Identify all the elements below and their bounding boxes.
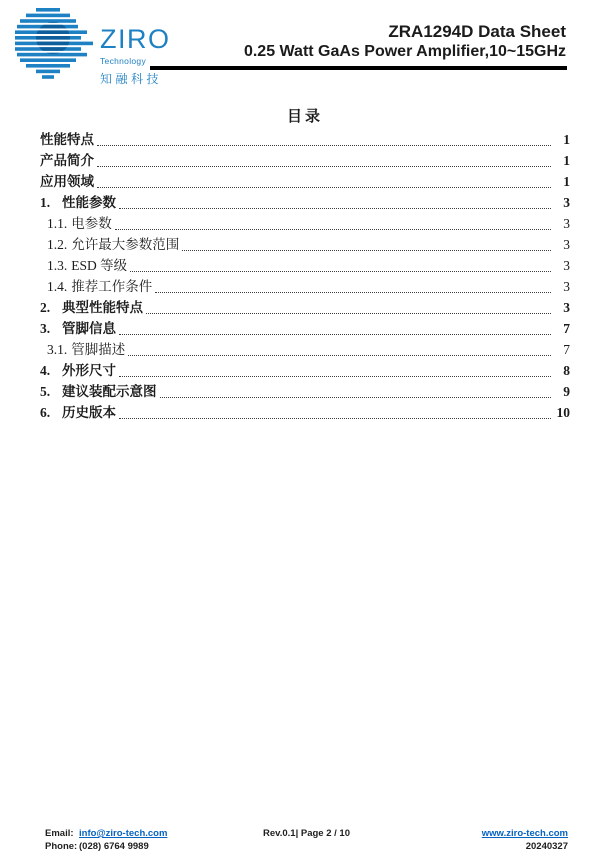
toc-entry-label: 建议装配示意图 (62, 384, 157, 399)
page-header (0, 0, 605, 100)
page-number-indicator: 2 / 10 (326, 828, 350, 839)
dot-leader (97, 145, 551, 146)
dot-leader (119, 376, 551, 377)
toc-entry-label: 性能参数 (62, 195, 116, 210)
phone-number: (028) 6764 9989 (79, 840, 149, 852)
toc-entry[interactable] (40, 402, 570, 423)
dot-leader (97, 166, 551, 167)
toc-entry-label: 管脚信息 (62, 321, 116, 336)
toc-page-number: 1 (563, 174, 570, 189)
footer-page-indicator (263, 828, 350, 841)
toc-page-number: 7 (563, 321, 570, 336)
dot-leader (119, 208, 551, 209)
toc-entry-label: 电参数 (71, 216, 112, 231)
toc-page-number: 1 (563, 132, 570, 147)
toc-entry-label: 管脚描述 (71, 342, 126, 357)
page-footer (45, 828, 568, 853)
toc-entry[interactable] (40, 339, 570, 360)
dot-leader (146, 313, 551, 314)
footer-date: 20240327 (525, 840, 568, 852)
toc-entry[interactable] (40, 171, 570, 192)
dot-leader (119, 334, 551, 335)
toc-list (40, 129, 570, 423)
toc-entry[interactable] (40, 129, 570, 150)
toc-page-number: 3 (563, 237, 570, 252)
toc-entry[interactable] (40, 276, 570, 297)
toc-entry-number: 6. (40, 405, 51, 420)
toc-entry-number: 1.3. (47, 258, 68, 273)
toc-entry-number: 1.2. (47, 237, 68, 252)
footer-site-date (350, 828, 568, 853)
dot-leader (115, 229, 551, 230)
toc-entry-number: 3. (40, 321, 51, 336)
toc-entry[interactable] (40, 192, 570, 213)
dot-leader (97, 187, 551, 188)
toc-entry-label: 典型性能特点 (62, 300, 143, 315)
toc-entry[interactable] (40, 234, 570, 255)
toc-entry-label: ESD 等级 (71, 258, 128, 273)
email-link[interactable]: info@ziro-tech.com (79, 828, 168, 839)
dot-leader (160, 397, 552, 398)
doc-title: ZRA1294D Data Sheet (388, 22, 566, 41)
footer-contact (45, 828, 263, 853)
toc-entry-number: 2. (40, 300, 51, 315)
toc-entry-label: 推荐工作条件 (71, 279, 153, 294)
toc-entry-number: 1. (40, 195, 51, 210)
striped-globe-icon (15, 8, 93, 80)
toc-entry-label: 允许最大参数范围 (71, 237, 180, 252)
toc-entry-label: 产品简介 (40, 153, 94, 168)
toc-page-number: 3 (563, 195, 570, 210)
logo-text (100, 8, 171, 87)
toc-entry[interactable] (40, 255, 570, 276)
toc-entry[interactable] (40, 360, 570, 381)
toc-entry[interactable] (40, 213, 570, 234)
toc-entry-number: 1.4. (47, 279, 68, 294)
logo-chinese-name: 知融科技 (100, 72, 163, 86)
dot-leader (130, 271, 551, 272)
dot-leader (182, 250, 551, 251)
revision-label: Rev.0.1| Page (263, 828, 324, 839)
toc-entry-number: 5. (40, 384, 51, 399)
dot-leader (128, 355, 551, 356)
logo-tagline: Technology (100, 56, 147, 66)
toc-entry-label: 外形尺寸 (62, 363, 116, 378)
toc-page-number: 8 (563, 363, 570, 378)
toc-page-number: 3 (563, 258, 570, 273)
toc-entry-label: 性能特点 (40, 132, 94, 147)
dot-leader (155, 292, 551, 293)
toc-entry-number: 1.1. (47, 216, 68, 231)
toc-entry[interactable] (40, 318, 570, 339)
toc-page-number: 9 (563, 384, 570, 399)
ziro-logo (15, 8, 171, 87)
toc-page-number: 10 (556, 405, 570, 420)
toc-entry-number: 4. (40, 363, 51, 378)
website-link[interactable]: www.ziro-tech.com (481, 828, 568, 839)
toc-entry-label: 历史版本 (62, 405, 116, 420)
toc-entry[interactable] (40, 381, 570, 402)
doc-subtitle: 0.25 Watt GaAs Power Amplifier,10~15GHz (243, 43, 566, 61)
toc-page-number: 1 (563, 153, 570, 168)
email-label: Email: (45, 828, 74, 839)
toc-entry[interactable] (40, 297, 570, 318)
toc-entry-label: 应用领域 (40, 174, 94, 189)
toc-entry-number: 3.1. (47, 342, 68, 357)
phone-label: Phone: (45, 840, 78, 852)
logo-brand: ZIRO (100, 24, 171, 54)
toc-heading: 目录 (286, 109, 323, 125)
header-rule (150, 66, 567, 70)
header-titles (244, 21, 566, 61)
toc-page-number: 3 (563, 216, 570, 231)
dot-leader (119, 418, 551, 419)
toc-entry[interactable] (40, 150, 570, 171)
table-of-contents (40, 107, 570, 423)
toc-page-number: 3 (563, 279, 570, 294)
toc-page-number: 7 (563, 342, 570, 357)
toc-page-number: 3 (563, 300, 570, 315)
